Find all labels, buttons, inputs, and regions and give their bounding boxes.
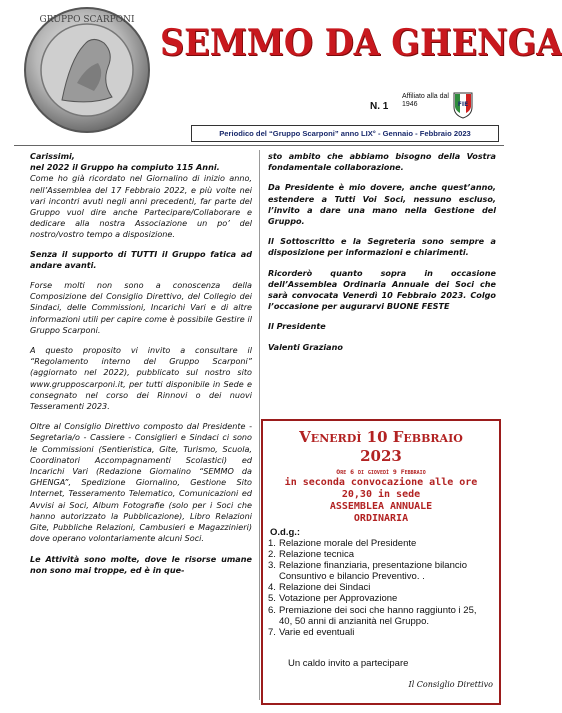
silver-medallion-icon bbox=[22, 5, 152, 135]
paragraph-6: Le Attività sono molte, dove le risorse umane non sono mai troppe, ed è in que- bbox=[30, 553, 252, 575]
logo-text: GRUPPO SCARPONI bbox=[39, 15, 135, 25]
agenda-item: 4. Relazione dei Sindaci bbox=[268, 582, 371, 594]
right-column bbox=[268, 151, 496, 362]
agenda-label: O.d.g.: bbox=[270, 527, 301, 538]
paragraph-4: A questo proposito vi invito a consultare il “Regolamento interno del Gruppo Scarponi” (aggiornato nel 2022), pubblicato sul nostro sito www.grupposcarponi.it, per tutti disponibile in Sede e consegnato nel corso dei Rinnovi o dei nuovi Tesseramenti 2023. bbox=[30, 345, 252, 412]
affiliate-text: Affiliato alla dal 1946 bbox=[402, 93, 449, 108]
svg-text:FIE: FIE bbox=[457, 101, 469, 108]
intro-statement: nel 2022 il Gruppo ha compiuto 115 Anni. bbox=[30, 162, 220, 173]
right-paragraph-2: Da Presidente è mio dovere, anche quest’anno, estendere a Tutti Voi Soci, nessuno escluso, l’invito a dare una mano nella Gestione del Gruppo. bbox=[268, 182, 496, 227]
paragraph-1: Come ho già ricordato nel Giornalino di inizio anno, nell’Assemblea del 17 Febbraio 2022, e più volte nei vari incontri avuti negli anni precedenti, far parte del Gruppo vuol dire anche Partecipare/Collaborare e dedicare alla nostra Associazione un po’ del nostro/vostro tempo a disposizione. bbox=[30, 173, 252, 240]
header-divider bbox=[14, 145, 504, 146]
signature-title: Il Presidente bbox=[268, 321, 326, 332]
assembly-announcement-box bbox=[261, 419, 501, 705]
left-column bbox=[30, 151, 252, 585]
agenda-item: 2. Relazione tecnica bbox=[268, 549, 354, 561]
first-call-time: Ore 6 di giovedì 9 Febbraio bbox=[336, 468, 426, 476]
greeting: Carissimi, bbox=[30, 151, 75, 161]
agenda-item: 7. Varie ed eventuali bbox=[268, 626, 355, 638]
agenda-item: 5. Votazione per Approvazione bbox=[268, 593, 398, 605]
right-paragraph-1: sto ambito che abbiamo bisogno della Vostra fondamentale collaborazione. bbox=[268, 151, 496, 173]
participation-invite: Un caldo invito a partecipare bbox=[288, 658, 409, 669]
agenda-item: 1. Relazione morale del Presidente bbox=[268, 538, 417, 549]
paragraph-5: Oltre al Consiglio Direttivo composto dal Presidente - Segretaria/o - Cassiere - Consiglieri e Sindaci ci sono le Commissioni (Sentieristica, Gite, Turismo, Scuola, Coordinatori Accompagnamenti Scolastici) ed Incarichi Vari (Redazione Giornalino “SEMMO da GHENGA”, Spedizione Giornalino, Gestione Sito Internet, Tesseramento Telematico, Comunicazioni ed Avvisi ai Soci, Album Fotografie (solo per i Soci che hanno autorizzato la Pubblicazione), Libro Relazioni Gite, Pubbliche Relazioni, Cambusieri e Magazzinieri) dove operano volontariamente alcuni Soci. bbox=[30, 421, 252, 544]
column-divider bbox=[259, 150, 260, 700]
second-call-text: in seconda convocazione alle ore bbox=[284, 477, 478, 488]
board-signature: Il Consiglio Direttivo bbox=[408, 680, 493, 689]
meeting-time: 20,30 in sede bbox=[341, 489, 421, 500]
paragraph-2: Senza il supporto di TUTTI il Gruppo fatica ad andare avanti. bbox=[30, 248, 252, 270]
signature-name: Valenti Graziano bbox=[268, 341, 343, 352]
right-paragraph-4: Ricorderò quanto sopra in occasione dell’Assemblea Ordinaria Annuale dei Soci che sarà convocata Venerdì 10 Febbraio 2023. Colgo l’occasione per augurarvi BUONE FESTE bbox=[268, 267, 496, 312]
tricolor-shield-icon bbox=[452, 91, 474, 119]
agenda-item: 6. Premiazione dei soci che hanno raggiunto i 25, 40, 50 anni di anzianità nel Gruppo. bbox=[268, 604, 477, 627]
announcement-date: Venerdì 10 Febbraio bbox=[299, 428, 463, 446]
paragraph-3: Forse molti non sono a conoscenza della Composizione del Consiglio Direttivo, del Collegio dei Sindaci, delle Commissioni, Incarichi Vari e di altre informazioni utili per capire come è possibile Gestire il Gruppo Scarponi. bbox=[30, 280, 252, 335]
masthead-title: SEMMO DA GHENGA bbox=[160, 22, 562, 64]
announcement-year: 2023 bbox=[360, 447, 402, 465]
assembly-title-line-1: ASSEMBLEA ANNUALE bbox=[329, 501, 433, 512]
agenda-list bbox=[268, 538, 490, 638]
periodical-subtitle: Periodico del “Gruppo Scarponi” anno LIX° - Gennaio - Febbraio 2023 bbox=[191, 125, 499, 142]
right-paragraph-3: Il Sottoscritto e la Segreteria sono sempre a disposizione per informazioni e chiarimenti. bbox=[268, 236, 496, 258]
assembly-title-line-2: ORDINARIA bbox=[353, 513, 409, 524]
agenda-item: 3. Relazione finanziaria, presentazione bilancio Consuntivo e bilancio Preventivo. . bbox=[268, 560, 468, 583]
issue-number: N. 1 bbox=[370, 101, 389, 112]
